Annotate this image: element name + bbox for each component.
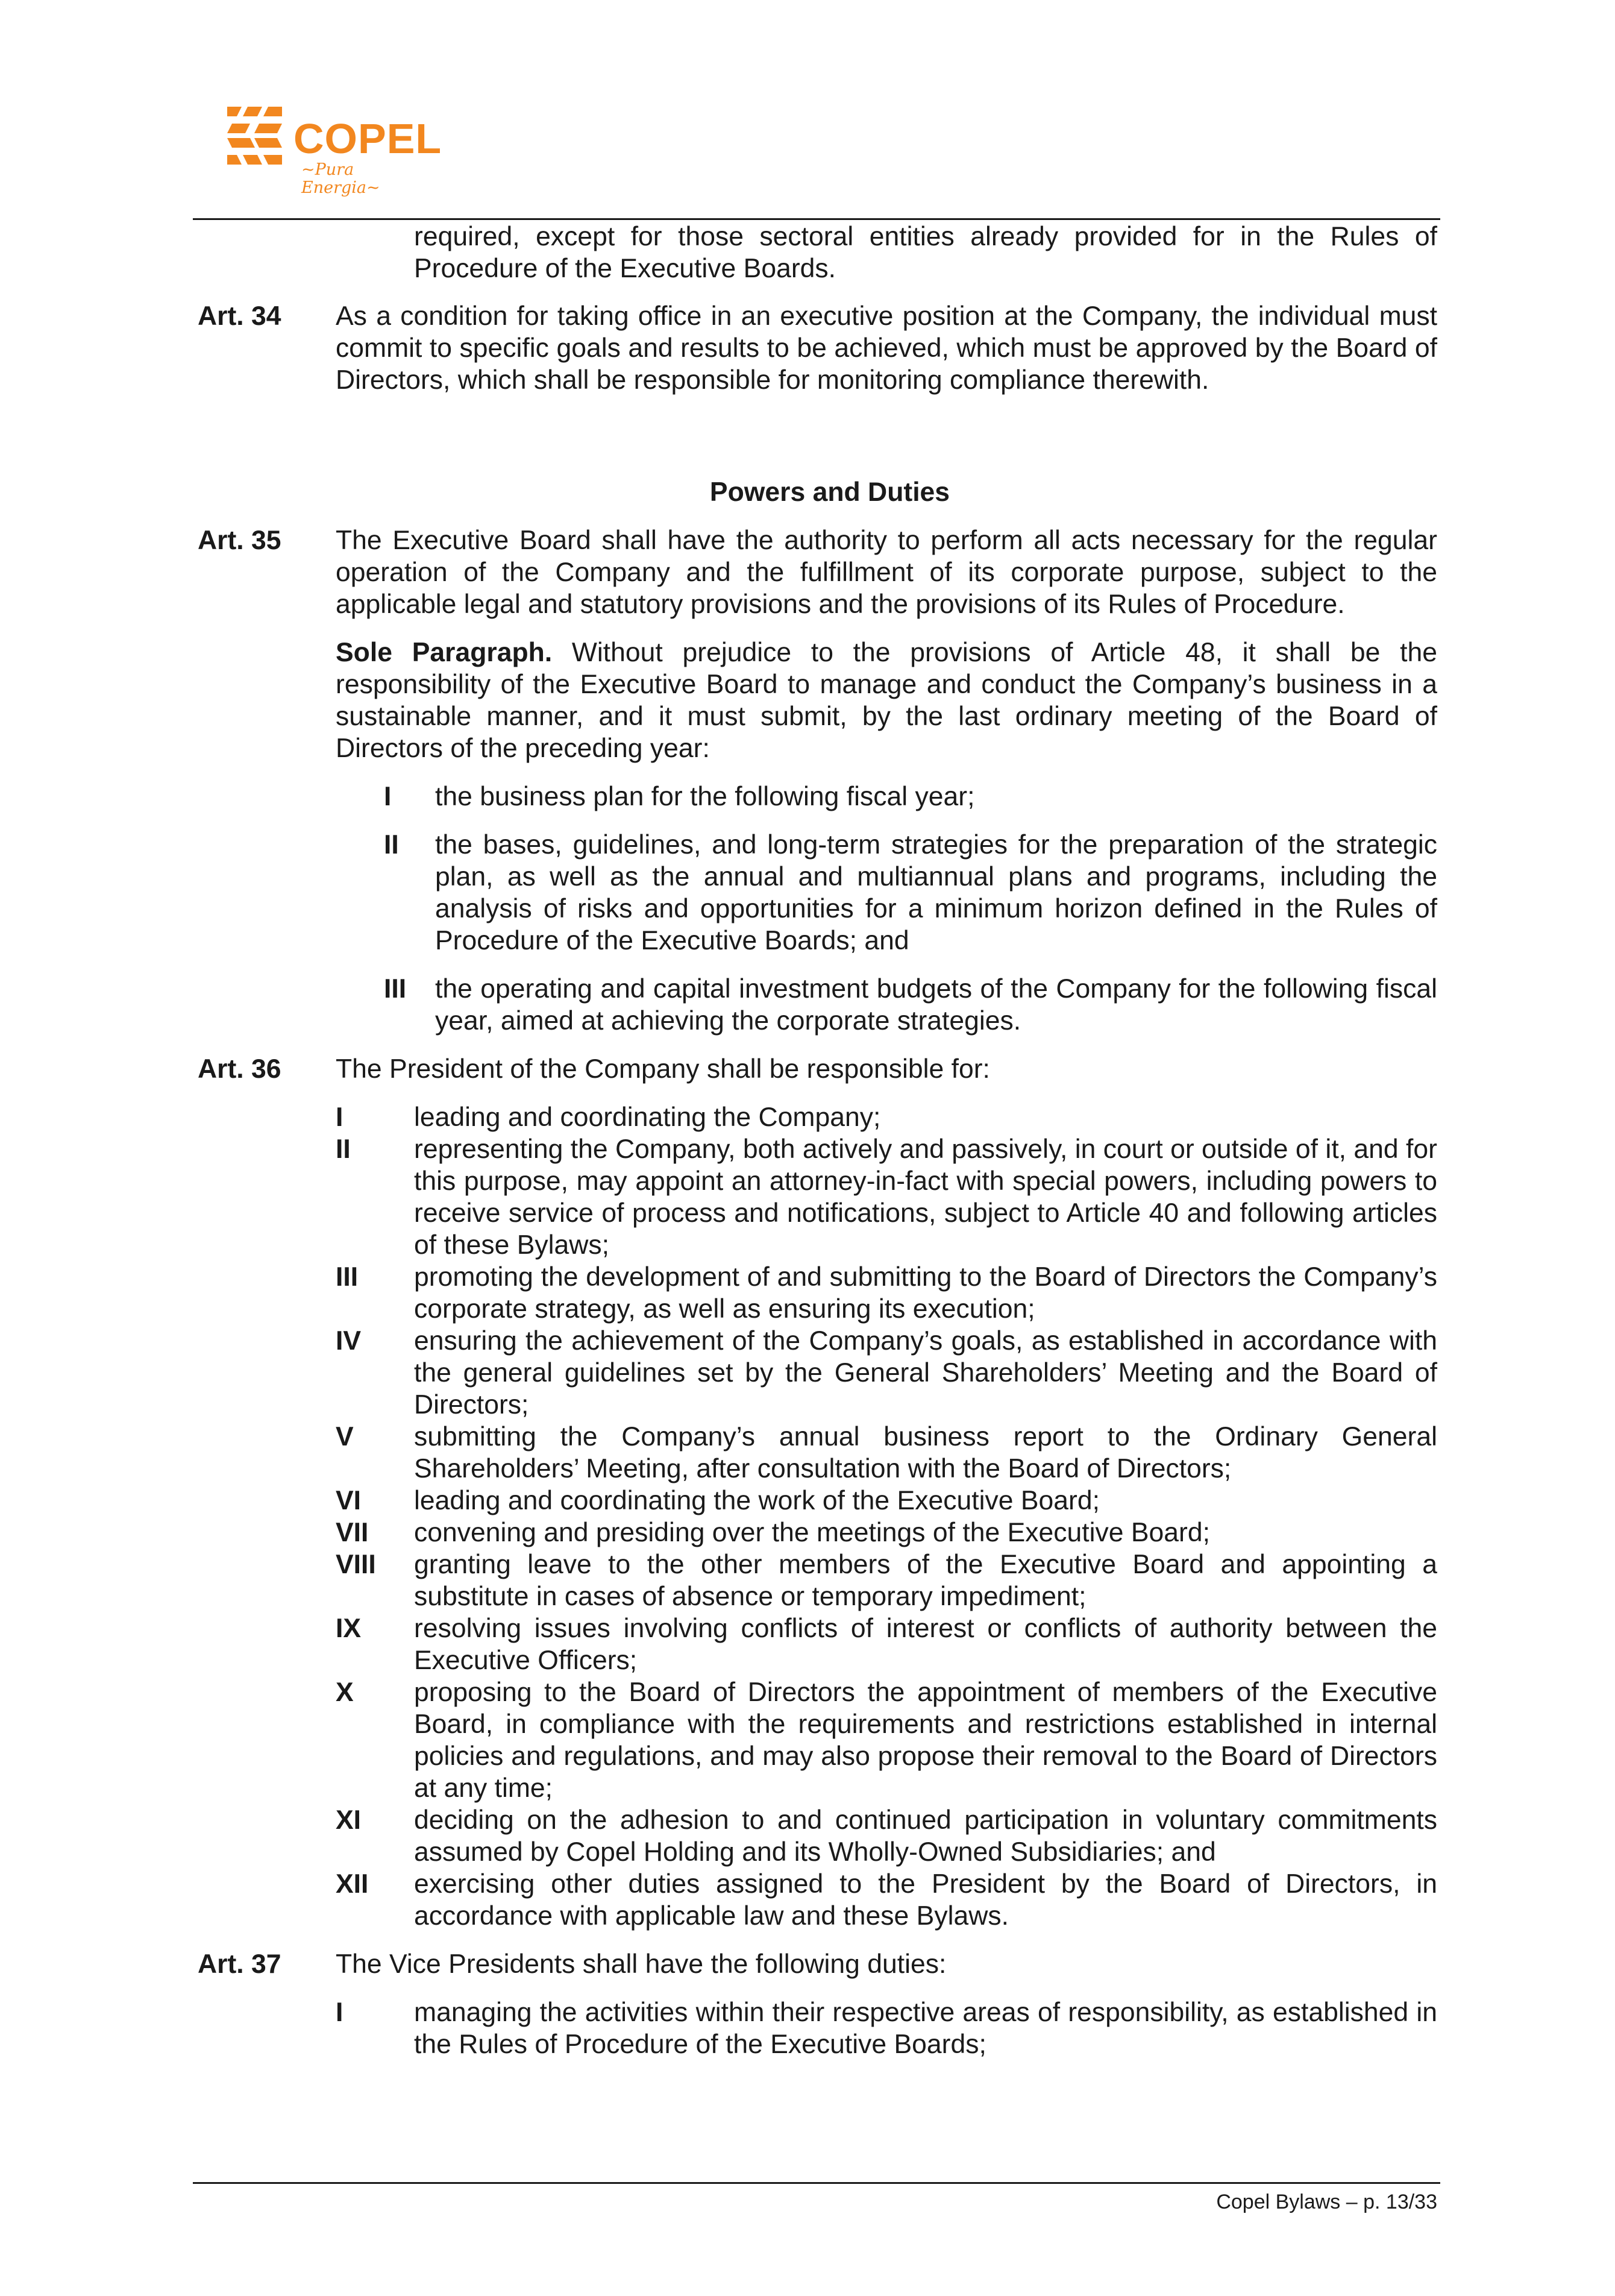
article-text: The President of the Company shall be responsible for: <box>336 1054 990 1084</box>
list-item-text: submitting the Company’s annual business report to the Ordinary General Shareholders’ Meeting, after consultation with the Board of Directors; <box>414 1422 1437 1483</box>
article-label: Art. 37 <box>198 1949 281 1979</box>
list-item-text: leading and coordinating the work of the Executive Board; <box>414 1486 1100 1515</box>
article-text: As a condition for taking office in an executive position at the Company, the individual must commit to specific goals and results to be achieved, which must be approved by the Board of Directors, which shall be responsible for monitoring compliance therewith. <box>336 301 1437 395</box>
list-item-number: IV <box>336 1326 362 1356</box>
list-item-text: promoting the development of and submitting to the Board of Directors the Company’s corporate strategy, as well as ensuring its execution; <box>414 1262 1437 1324</box>
list-item-number: VI <box>336 1486 362 1515</box>
list-item-text: proposing to the Board of Directors the appointment of members of the Executive Board, in compliance with the requirements and restrictions established in internal policies and regulations, and may also propose their removal to the Board of Directors at any time; <box>414 1678 1437 1803</box>
list-item-text: the bases, guidelines, and long-term strategies for the preparation of the strategic plan, as well as the annual and multiannual plans and programs, including the analysis of risks and opportunities for a minimum horizon defined in the Rules of Procedure of the Executive Boards; and <box>435 830 1437 955</box>
list-item-number: III <box>336 1262 359 1292</box>
list-item-number: X <box>336 1678 354 1707</box>
list-item-text: the operating and capital investment budgets of the Company for the following fiscal year, aimed at achieving the corporate strategies. <box>435 974 1437 1036</box>
logo-wordmark: COPEL <box>293 115 442 162</box>
article-35 <box>0 524 1615 620</box>
list-item-text: ensuring the achievement of the Company’s goals, as established in accordance with the general guidelines set by the General Shareholders’ Meeting and the Board of Directors; <box>414 1326 1437 1420</box>
list-item-text: granting leave to the other members of the Executive Board and appointing a substitute in cases of absence or temporary impediment; <box>414 1550 1437 1611</box>
list-item <box>336 1804 1615 1868</box>
article-label: Art. 36 <box>198 1054 281 1084</box>
list-item-number: I <box>384 782 392 811</box>
list-item-number: IX <box>336 1614 362 1643</box>
list-item <box>336 1485 1615 1517</box>
copel-logo-icon <box>226 105 283 166</box>
sole-paragraph <box>0 637 1615 764</box>
sole-paragraph-body: Without prejudice to the provisions of Article 48, it shall be the responsibility of the Executive Board to manage and conduct the Company’s business in a sustainable manner, and it must submit, by the last ordinary meeting of the Board of Directors of the preceding year: <box>336 638 1437 763</box>
list-item-number: I <box>336 1998 343 2027</box>
list-item <box>336 1549 1615 1612</box>
list-item <box>336 1325 1615 1421</box>
section-heading <box>0 476 1615 508</box>
list-item-number: II <box>336 1134 351 1164</box>
list-item <box>384 829 1615 957</box>
sole-paragraph-label: Sole Paragraph. <box>336 638 553 667</box>
list-item <box>336 1421 1615 1485</box>
list-item-number: XI <box>336 1805 362 1835</box>
header-divider <box>193 218 1440 220</box>
list-item-text: representing the Company, both actively and passively, in court or outside of it, and for this purpose, may appoint an attorney-in-fact with special powers, including powers to receive service of process and notifications, subject to Article 40 and following articles of these Bylaws; <box>414 1134 1437 1260</box>
footer-divider <box>193 2182 1440 2184</box>
article-37 <box>0 1948 1615 1980</box>
article-36 <box>0 1053 1615 1085</box>
list-item-number: VII <box>336 1518 369 1547</box>
list-item <box>336 1612 1615 1676</box>
list-item <box>336 1996 1615 2060</box>
list-item <box>336 1261 1615 1325</box>
logo-tagline: ~Pura Energia~ <box>301 160 380 197</box>
list-item <box>336 1101 1615 1133</box>
list-item-text: resolving issues involving conflicts of interest or conflicts of authority between the Executive Officers; <box>414 1614 1437 1675</box>
list-item-text: deciding on the adhesion to and continued participation in voluntary commitments assumed by Copel Holding and its Wholly-Owned Subsidiaries; and <box>414 1805 1437 1867</box>
page-body <box>0 221 1615 2060</box>
list-item <box>384 781 1615 813</box>
list-item-text: the business plan for the following fiscal year; <box>435 782 975 811</box>
section-heading-text: Powers and Duties <box>709 477 950 507</box>
list-item <box>336 1133 1615 1261</box>
list-item <box>336 1676 1615 1804</box>
copel-logo <box>226 105 442 197</box>
list-item <box>336 1868 1615 1932</box>
article-label: Art. 35 <box>198 526 281 555</box>
list-item-number: II <box>384 830 399 860</box>
list-item <box>384 973 1615 1037</box>
continuation-text: required, except for those sectoral entities already provided for in the Rules of Procedure of the Executive Boards. <box>414 222 1437 283</box>
list-item-number: VIII <box>336 1550 376 1579</box>
list-item-number: V <box>336 1422 354 1452</box>
page-footer: Copel Bylaws – p. 13/33 <box>1216 2191 1437 2213</box>
list-item-number: I <box>336 1102 343 1132</box>
list-item <box>336 1517 1615 1549</box>
article-text: The Executive Board shall have the authority to perform all acts necessary for the regular operation of the Company and the fulfillment of its corporate purpose, subject to the applicable legal and statutory provisions and the provisions of its Rules of Procedure. <box>336 526 1437 619</box>
list-item-text: managing the activities within their respective areas of responsibility, as established in the Rules of Procedure of the Executive Boards; <box>414 1998 1437 2059</box>
sole-paragraph-text <box>336 637 1437 764</box>
list-item-number: III <box>384 974 407 1004</box>
article-label: Art. 34 <box>198 301 281 331</box>
list-item-text: exercising other duties assigned to the President by the Board of Directors, in accordance with applicable law and these Bylaws. <box>414 1869 1437 1931</box>
list-item-number: XII <box>336 1869 369 1899</box>
article-34 <box>0 300 1615 396</box>
list-item-text: leading and coordinating the Company; <box>414 1102 881 1132</box>
article-text: The Vice Presidents shall have the following duties: <box>336 1949 947 1979</box>
list-item-text: convening and presiding over the meetings of the Executive Board; <box>414 1518 1210 1547</box>
